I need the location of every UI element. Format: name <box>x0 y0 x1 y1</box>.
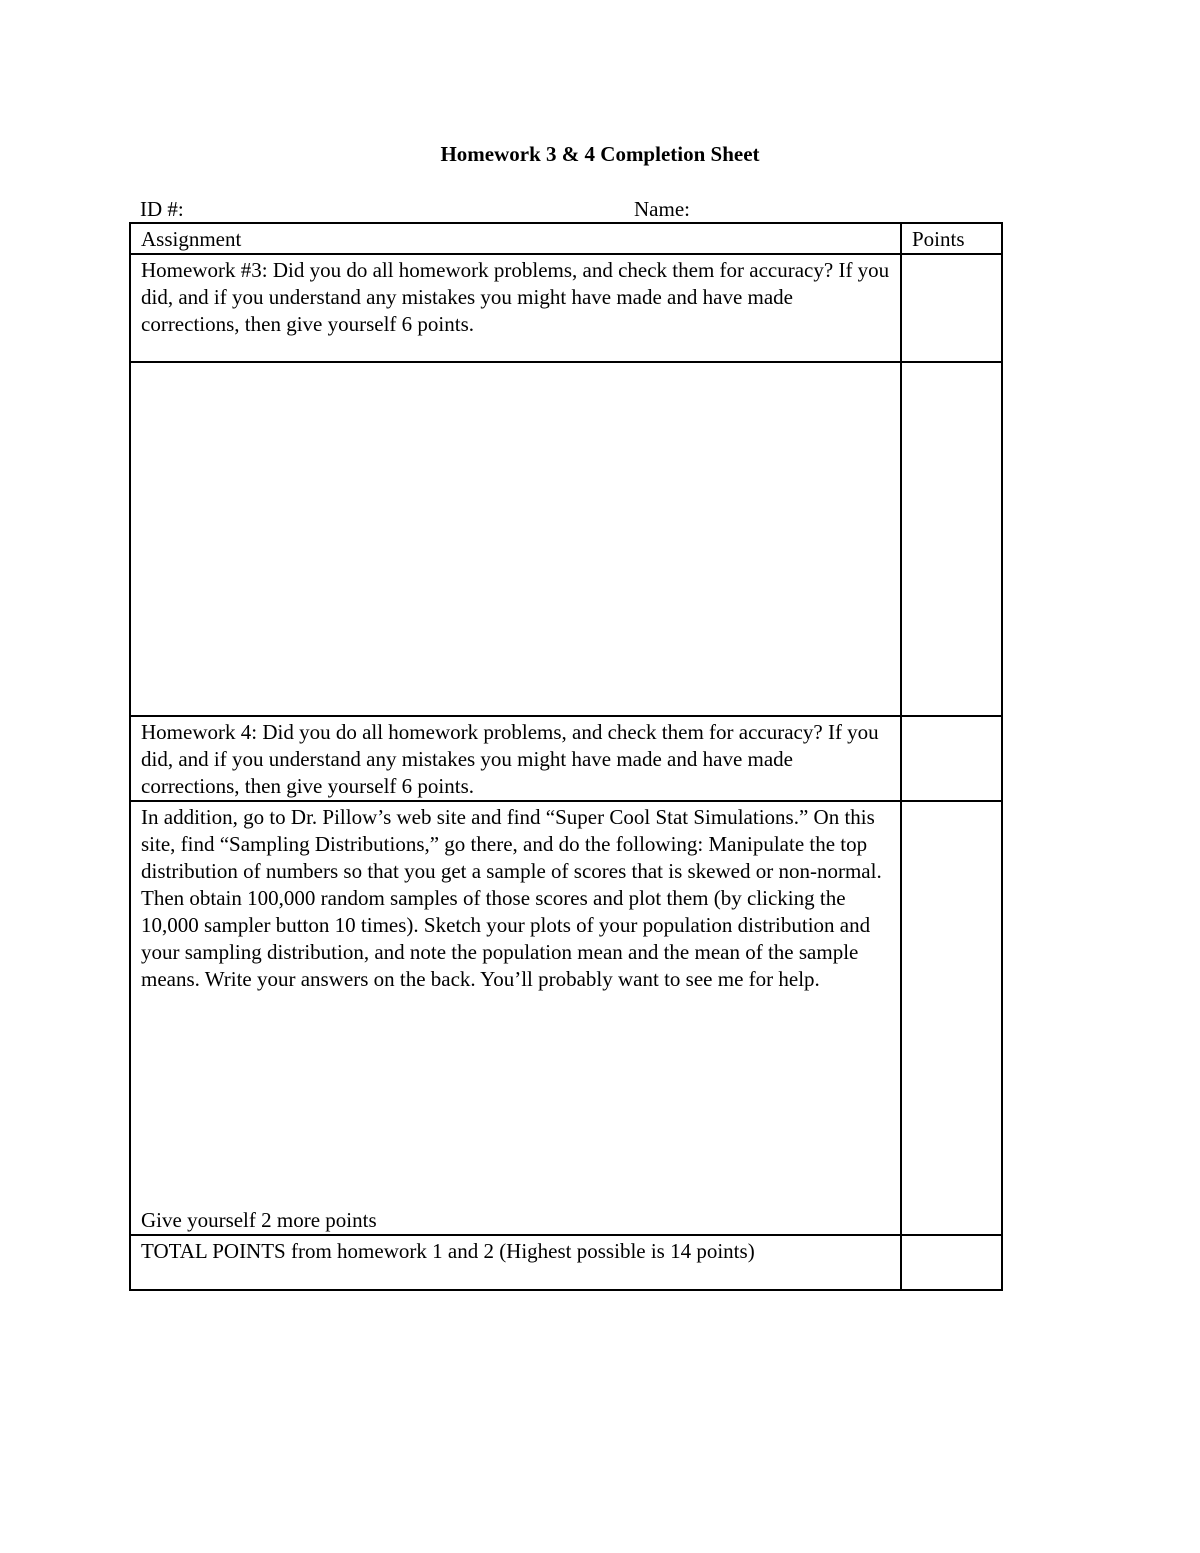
table-row <box>130 716 1002 801</box>
assignment-header: Assignment <box>130 223 901 254</box>
table-header-row <box>130 223 1002 254</box>
total-points-label: TOTAL POINTS from homework 1 and 2 (Highest possible is 14 points) <box>130 1235 901 1290</box>
homework-3-points-cell[interactable] <box>901 254 1002 362</box>
extra-credit-points-note: Give yourself 2 more points <box>141 1208 377 1232</box>
homework-3-description: Homework #3: Did you do all homework problems, and check them for accuracy? If you did, and if you understand any mistakes you might have made and have made corrections, then give yourself 6 points. <box>130 254 901 362</box>
completion-table <box>129 222 1003 1291</box>
page-title: Homework 3 & 4 Completion Sheet <box>440 142 760 166</box>
homework-4-description: Homework 4: Did you do all homework problems, and check them for accuracy? If you did, and if you understand any mistakes you might have made and have made corrections, then give yourself 6 points. <box>130 716 901 801</box>
extra-credit-description: In addition, go to Dr. Pillow’s web site and find “Super Cool Stat Simulations.” On this site, find “Sampling Distributions,” go there, and do the following: Manipulate the top distribution of numbers so that you get a sample of scores that is skewed or non-normal. Then obtain 100,000 random samples of those scores and plot them (by clicking the 10,000 sampler button 10 times). Sketch your plots of your population distribution and your sampling distribution, and note the population mean and the mean of the sample means. Write your answers on the back. You’ll probably want to see me for help. <box>141 805 882 991</box>
extra-credit-cell <box>130 801 901 1235</box>
points-header: Points <box>901 223 1002 254</box>
table-row <box>130 1235 1002 1290</box>
table-row <box>130 801 1002 1235</box>
id-field-label: ID #: <box>140 197 184 221</box>
homework-4-points-cell[interactable] <box>901 716 1002 801</box>
total-points-cell[interactable] <box>901 1235 1002 1290</box>
table-row <box>130 362 1002 716</box>
table-row <box>130 254 1002 362</box>
name-field-label: Name: <box>634 197 690 221</box>
extra-credit-points-cell[interactable] <box>901 801 1002 1235</box>
blank-points-cell[interactable] <box>901 362 1002 716</box>
blank-work-area[interactable] <box>130 362 901 716</box>
